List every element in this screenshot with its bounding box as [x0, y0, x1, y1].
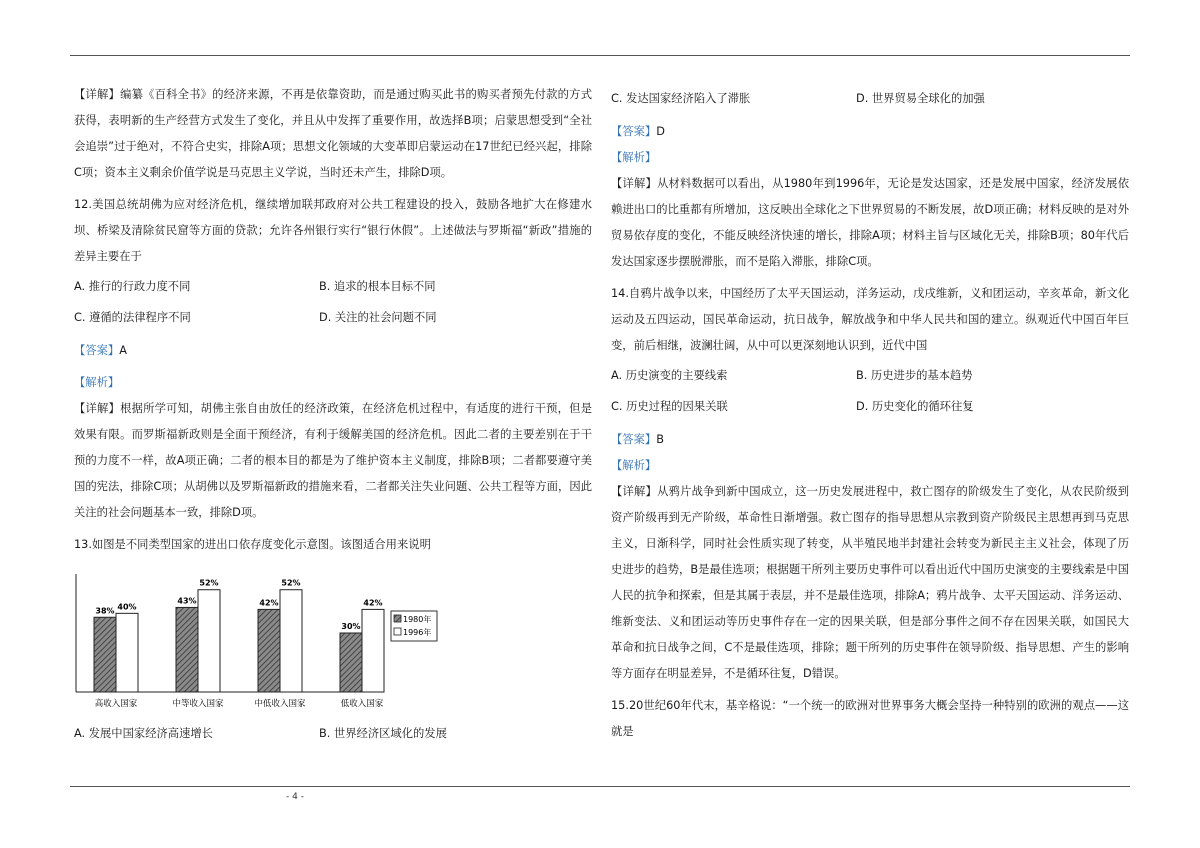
legend-label-1980: 1980年 — [403, 615, 432, 624]
page-number: - 4 - — [286, 792, 304, 802]
bar-1980-0 — [94, 617, 116, 692]
q13-option-a: A. 发展中国家经济高速增长 — [74, 727, 213, 740]
q12-options-row1 — [74, 276, 592, 298]
dependency-bar-chart — [74, 564, 454, 719]
q12-options-row2 — [74, 307, 592, 329]
answer-value: D — [656, 125, 665, 138]
q14-detail: 【详解】从鸦片战争到新中国成立，这一历史发展进程中，救亡图存的阶级发生了变化，从农民阶级到资产阶级再到无产阶级，革命性日渐增强。救亡图存的指导思想从宗教到资产阶级民主思想再到马克思主义，日渐科学，同时社会性质实现了转变，从半殖民地半封建社会转变为新民主主义社会，体现了历史进步的趋势，B是最佳选项；根据题干所列主要历史事件可以看出近代中国历史演变的主要线索是中国人民的抗争和探索，但是其属于表层，并不是最佳选项，排除A；鸦片战争、太平天国运动、洋务运动、维新变法、义和团运动等历史事件存在一定的因果关联，但是部分事件之间不存在因果关联，如国民大革命和抗日战争之间，C不是最佳选项，排除；题干所列的历史事件在领导阶级、指导思想、产生的影响等方面存在明显差异，不是循环往复，D错误。 — [611, 485, 1129, 680]
q13-option-c: C. 发达国家经济陷入了滞胀 — [611, 92, 751, 105]
bar-label-1996-1: 52% — [199, 578, 219, 588]
q12-detail: 【详解】根据所学可知，胡佛主张自由放任的经济政策，在经济危机过程中，有适度的进行干预，但是效果有限。而罗斯福新政则是全面干预经济，有利于缓解美国的经济危机。因此二者的主要差别在于干预的力度不一样，故A项正确；二者的根本目的都是为了维护资本主义制度，排除B项；二者都要遵守美国的宪法，排除C项；从胡佛以及罗斯福新政的措施来看，二者都关注失业问题、公共工程等方面，因此关注的社会问题基本一致，排除D项。 — [74, 402, 592, 519]
category-label-1: 中等收入国家 — [172, 699, 224, 709]
category-label-3: 低收入国家 — [340, 699, 384, 709]
bar-1980-3 — [340, 633, 362, 692]
q12-stem: 12.美国总统胡佛为应对经济危机，继续增加联邦政府对公共工程建设的投入，鼓励各地扩大在修建水坝、桥梁及清除贫民窟等方面的贷款；允许各州银行实行“银行休假”。上述做法与罗斯福“新政”措施的差异主要在于 — [74, 198, 592, 263]
q14-options-row2 — [611, 396, 1129, 418]
category-label-2: 中低收入国家 — [254, 699, 306, 709]
q13-detail: 【详解】从材料数据可以看出，从1980年到1996年，无论是发达国家，还是发展中国家，经济发展依赖进出口的比重都有所增加，这反映出全球化之下世界贸易的不断发展，故D项正确；材料反映的是对外贸易依存度的变化，不能反映经济快速的增长，排除A项；材料主旨与区域化无关，排除B项；80年代后发达国家逐步摆脱滞胀，而不是陷入滞胀，排除C项。 — [611, 177, 1129, 268]
bar-1996-2 — [280, 590, 302, 692]
q13-stem: 13.如图是不同类型国家的进出口依存度变化示意图。该图适合用来说明 — [74, 538, 431, 551]
q13-options-row1 — [74, 723, 592, 745]
q14-stem: 14.自鸦片战争以来，中国经历了太平天国运动，洋务运动，戊戌维新，义和团运动，辛亥革命，新文化运动及五四运动，国民革命运动，抗日战争，解放战争和中华人民共和国的建立。纵观近代中国百年巨变，前后相继，波澜壮阔，从中可以更深刻地认识到，近代中国 — [611, 287, 1129, 352]
q15-stem: 15.20世纪60年代末，基辛格说：“一个统一的欧洲对世界事务大概会坚持一种特别的欧洲的观点——这就是 — [611, 699, 1129, 738]
q14-option-c: C. 历史过程的因果关联 — [611, 400, 728, 413]
q14-option-b: B. 历史进步的基本趋势 — [856, 369, 973, 382]
bar-label-1980-1: 43% — [177, 596, 197, 606]
bar-label-1996-2: 52% — [281, 578, 301, 588]
bar-1996-3 — [362, 609, 384, 692]
left-column — [74, 82, 592, 754]
q12-option-b: B. 追求的根本目标不同 — [319, 280, 436, 293]
bar-label-1996-3: 42% — [363, 598, 383, 608]
bar-label-1980-0: 38% — [95, 606, 115, 616]
answer-value: B — [656, 433, 664, 446]
category-label-0: 高收入国家 — [94, 699, 138, 709]
q12-option-d: D. 关注的社会问题不同 — [319, 311, 437, 324]
q12-option-c: C. 遵循的法律程序不同 — [74, 311, 191, 324]
q13-options-row2 — [611, 88, 1129, 110]
chart-legend — [391, 611, 437, 641]
q13-option-b: B. 世界经济区域化的发展 — [319, 727, 447, 740]
answer-tag: 【答案】 — [611, 433, 657, 446]
bar-label-1996-0: 40% — [117, 602, 137, 612]
legend-swatch-1996 — [394, 628, 401, 635]
answer-tag: 【答案】 — [74, 344, 120, 357]
footer-rule — [70, 786, 1130, 787]
bar-label-1980-3: 30% — [341, 622, 361, 631]
bar-1980-1 — [176, 607, 198, 692]
q12-option-a: A. 推行的行政力度不同 — [74, 280, 191, 293]
legend-swatch-1980 — [394, 615, 401, 622]
q13-answer — [611, 119, 1129, 145]
bar-1996-1 — [198, 590, 220, 692]
bar-label-1980-2: 42% — [259, 598, 279, 608]
bar-1980-2 — [258, 609, 280, 692]
answer-value: A — [119, 344, 127, 357]
legend-label-1996: 1996年 — [403, 628, 432, 637]
q12-analysis-tag: 【解析】 — [74, 376, 120, 389]
bar-1996-0 — [116, 613, 138, 692]
header-rule — [70, 55, 1130, 56]
answer-tag: 【答案】 — [611, 125, 657, 138]
q14-option-d: D. 历史变化的循环往复 — [856, 400, 974, 413]
q14-answer — [611, 427, 1129, 453]
q14-analysis-tag: 【解析】 — [611, 459, 657, 472]
q14-options-row1 — [611, 365, 1129, 387]
q14-option-a: A. 历史演变的主要线索 — [611, 369, 728, 382]
q13-option-d: D. 世界贸易全球化的加强 — [856, 92, 985, 105]
q13-analysis-tag: 【解析】 — [611, 151, 657, 164]
right-column — [611, 88, 1129, 751]
q12-answer — [74, 338, 592, 364]
q11-detail: 【详解】编纂《百科全书》的经济来源，不再是依靠资助，而是通过购买此书的购买者预先付款的方式获得，表明新的生产经营方式发生了变化，并且从中发挥了重要作用，故选择B项；启蒙思想受到“全社会追崇”过于绝对，不符合史实，排除A项；思想文化领域的大变革即启蒙运动在17世纪已经兴起，排除C项；资本主义剩余价值学说是马克思主义学说，当时还未产生，排除D项。 — [74, 88, 592, 179]
